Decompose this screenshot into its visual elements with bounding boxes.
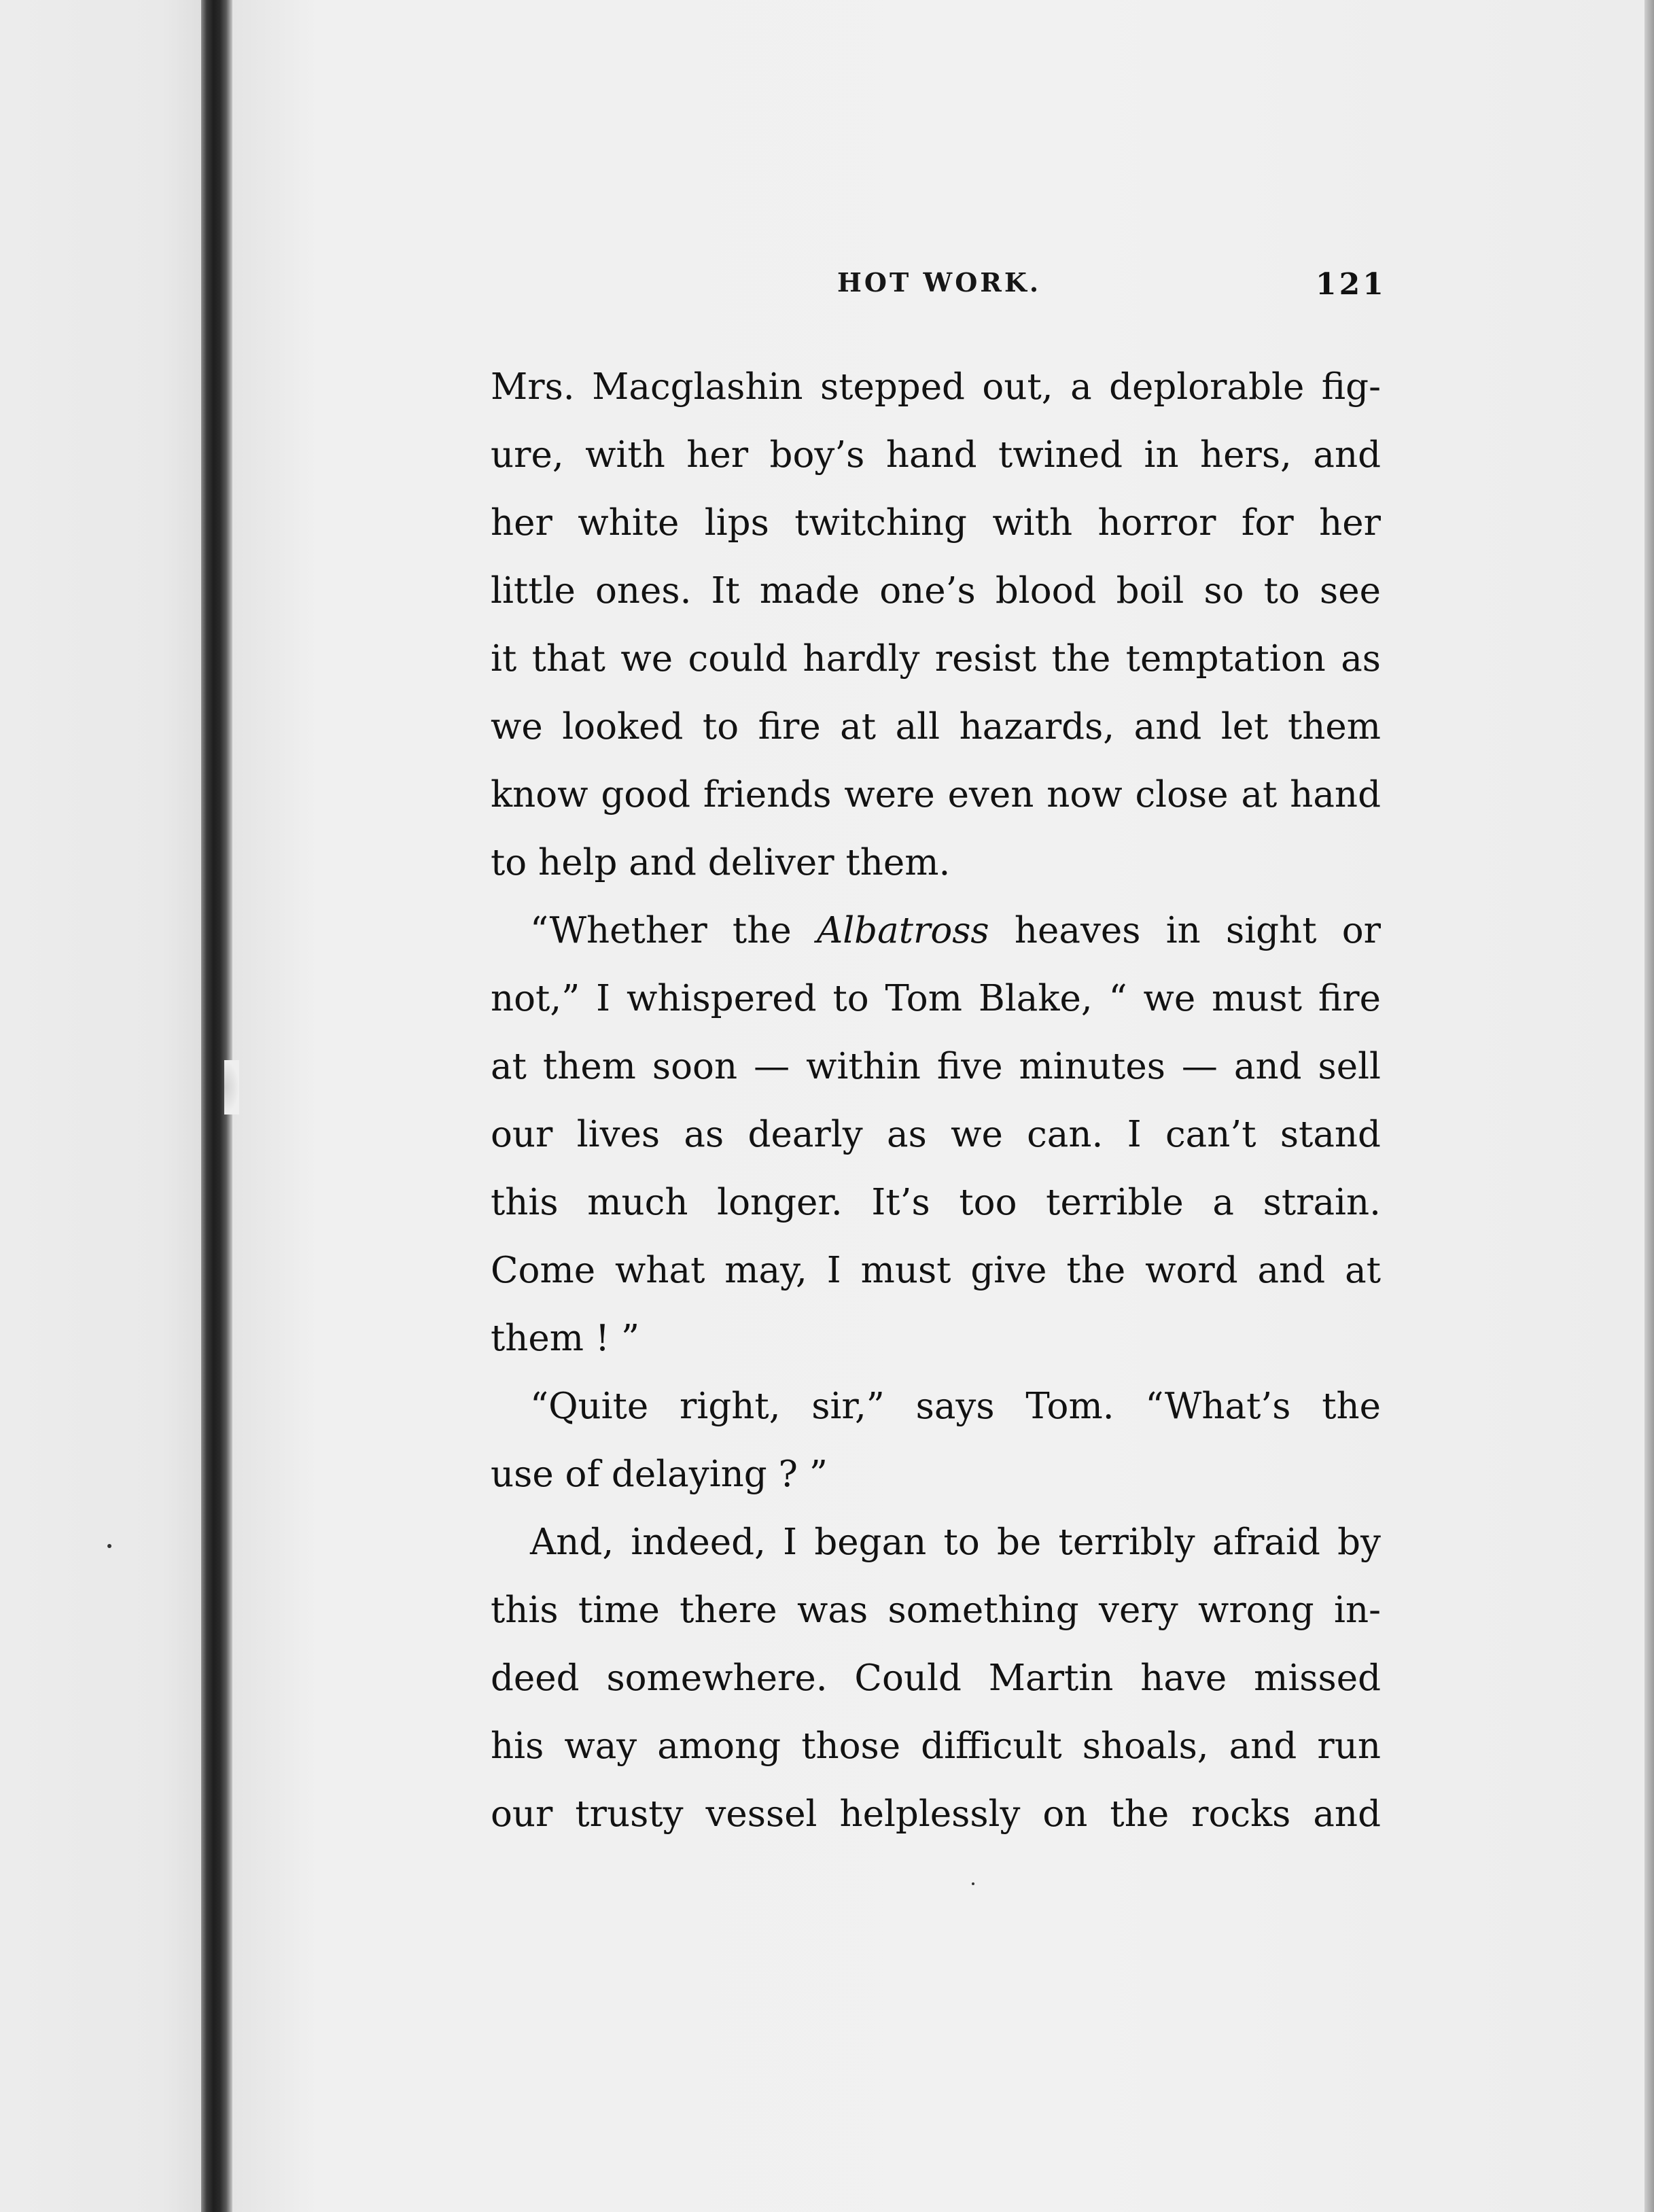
ink-speck [972, 1882, 974, 1885]
left-page-edge [0, 0, 204, 2212]
text-line: it that we could hardly resist the temptation as [491, 638, 1381, 680]
text-line: little ones. It made one’s blood boil so to see [491, 570, 1381, 612]
gutter-notch [224, 1060, 239, 1114]
text-line: not,” I whispered to Tom Blake, “ we must fire [491, 978, 1381, 1019]
text-line: know good friends were even now close at hand [491, 774, 1381, 815]
running-head: HOT WORK. [837, 267, 1042, 298]
text-line: them ! ” [491, 1318, 640, 1359]
text-line: we looked to fire at all hazards, and let them [491, 706, 1381, 748]
text-line: use of delaying ? ” [491, 1454, 828, 1495]
ink-speck [107, 1544, 111, 1548]
text-line: deed somewhere. Could Martin have missed [491, 1657, 1381, 1699]
text-line [491, 897, 1381, 965]
text-line: this much longer. It’s too terrible a strain. [491, 1182, 1381, 1223]
text-line: “Quite right, sir,” says Tom. “What’s the [530, 1386, 1381, 1427]
text-fragment: “Whether the [530, 910, 817, 951]
page-number: 121 [1316, 267, 1386, 302]
page-edge [1644, 0, 1654, 2212]
text-line: this time there was something very wrong in- [491, 1590, 1381, 1631]
text-line: to help and deliver them. [491, 842, 951, 883]
ship-name: Albatross [816, 910, 989, 951]
text-line: Come what may, I must give the word and at [491, 1250, 1381, 1291]
text-line: our lives as dearly as we can. I can’t stand [491, 1114, 1381, 1155]
text-fragment: heaves in sight or [989, 910, 1381, 951]
text-line: her white lips twitching with horror for her [491, 502, 1381, 544]
text-line: at them soon — within five minutes — and sell [491, 1046, 1381, 1087]
text-line: our trusty vessel helplessly on the rocks and [491, 1793, 1381, 1835]
text-line: ure, with her boy’s hand twined in hers, and [491, 434, 1381, 476]
body-text [491, 353, 1381, 1848]
text-line: Mrs. Macglashin stepped out, a deplorable fig- [491, 366, 1381, 408]
text-line: his way among those difficult shoals, and run [491, 1725, 1381, 1767]
text-line: And, indeed, I began to be terribly afraid by [530, 1522, 1381, 1563]
